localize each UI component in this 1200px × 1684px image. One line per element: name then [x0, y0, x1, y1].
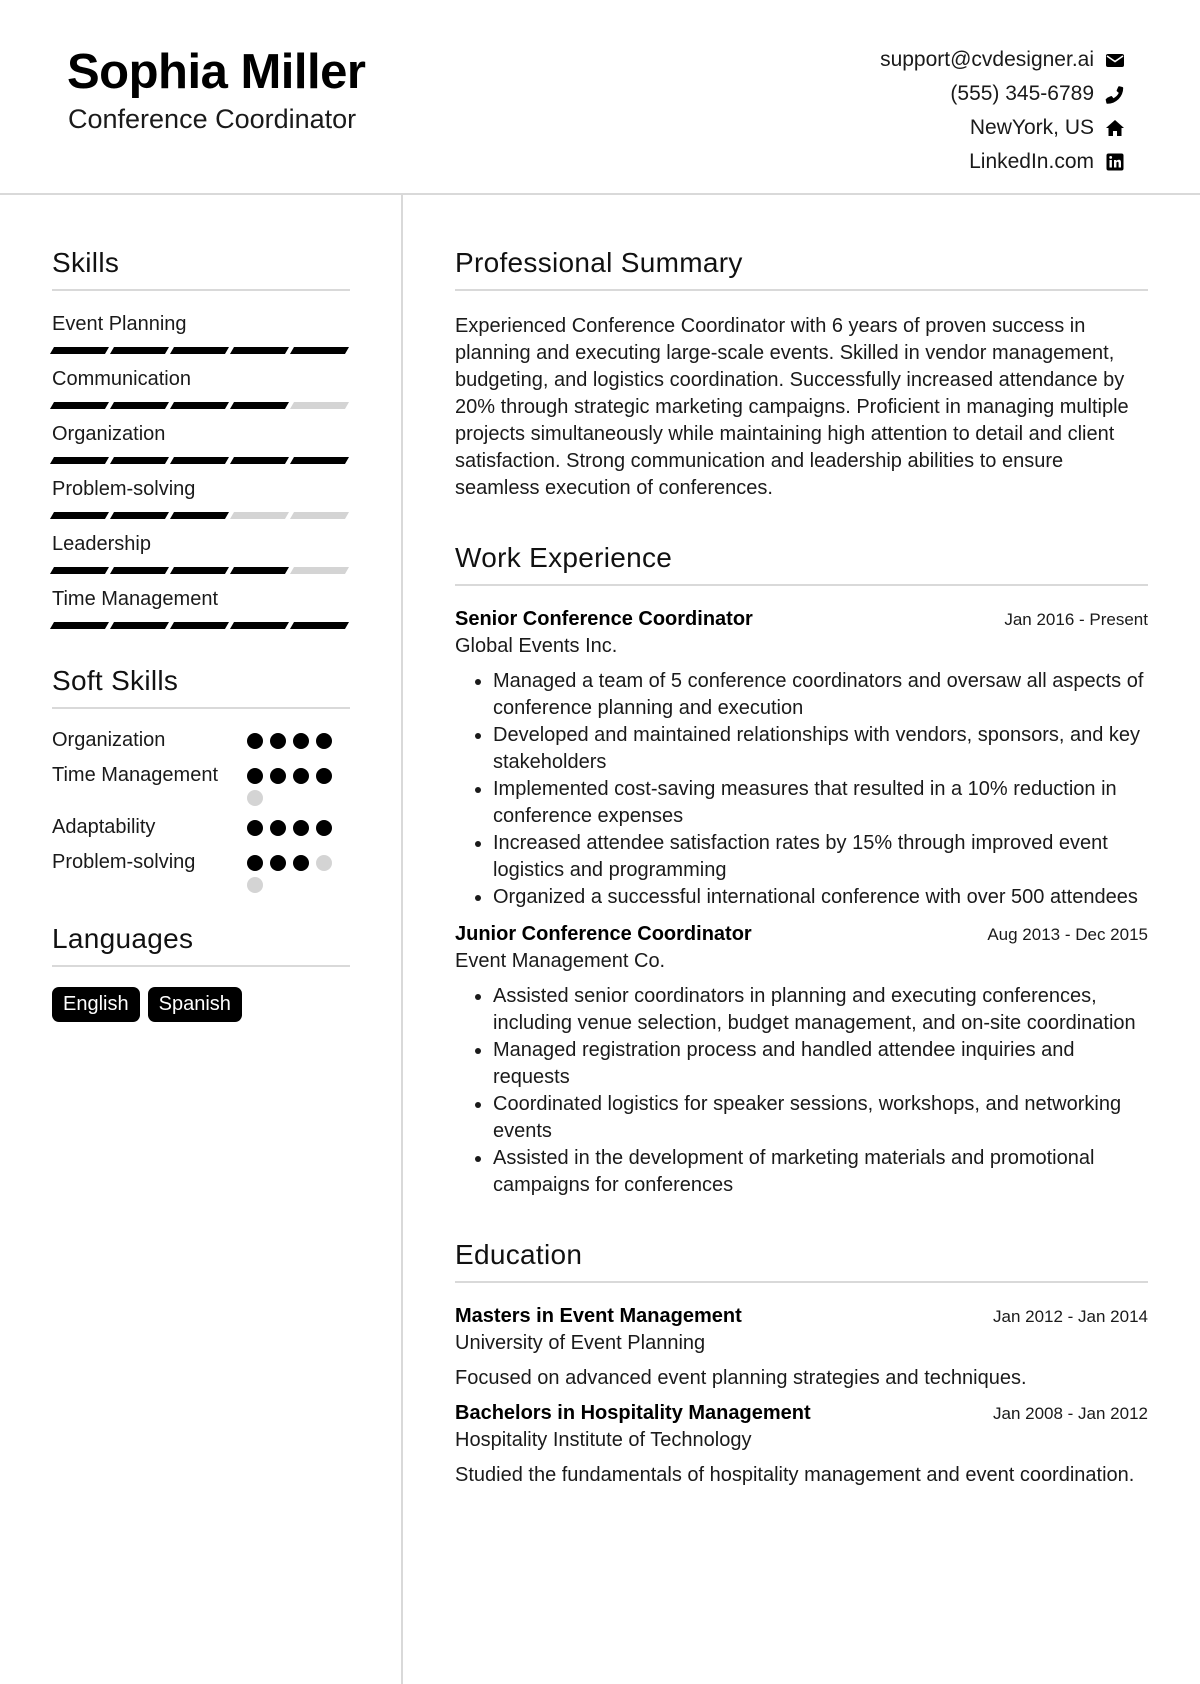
skill-level-segment	[290, 402, 349, 409]
contact-list	[880, 43, 1126, 179]
job-header	[455, 923, 1148, 946]
job-bullets	[455, 983, 1148, 1199]
job-role: Junior Conference Coordinator	[455, 923, 752, 945]
soft-skill-name: Organization	[52, 729, 166, 751]
skill-level-segment	[230, 512, 289, 519]
skill-level-segment	[170, 402, 229, 409]
soft-skills-heading: Soft Skills	[52, 665, 350, 709]
skill-level-segment	[230, 402, 289, 409]
rating-dot	[316, 733, 332, 749]
rating-dot	[247, 790, 263, 806]
skill-name: Time Management	[52, 588, 218, 610]
contact-linkedin-text[interactable]: LinkedIn.com	[969, 150, 1094, 173]
job-bullet: • Developed and maintained relationships with vendors, sponsors, and key stakeholders	[493, 722, 1148, 776]
skill-level-bar	[52, 457, 350, 464]
skill-level-segment	[170, 622, 229, 629]
skill-level-segment	[170, 457, 229, 464]
skills-heading: Skills	[52, 247, 350, 291]
skill-name: Communication	[52, 368, 191, 390]
rating-dot	[270, 820, 286, 836]
education-school: Hospitality Institute of Technology	[455, 1429, 752, 1451]
soft-skill-item	[52, 849, 350, 893]
skill-level-segment	[110, 622, 169, 629]
education-description: Studied the fundamentals of hospitality management and event coordination.	[455, 1464, 1135, 1486]
skill-level-segment	[50, 347, 109, 354]
skill-level-segment	[290, 457, 349, 464]
soft-skill-name: Adaptability	[52, 816, 156, 838]
job-company: Event Management Co.	[455, 950, 666, 972]
skill-level-bar	[52, 402, 350, 409]
jobs-list	[455, 608, 1148, 1199]
summary-text: Experienced Conference Coordinator with 6 years of proven success in planning and executing large-scale events. Skilled in vendor management, budgeting, and logistics coordination. Successfully increased attendance by 20% through strategic marketing campaigns. Proficient in managing multiple projects simultaneously while maintaining high attention to detail and client satisfaction. Strong communication and leadership abilities to ensure seamless execution of conferences.	[455, 315, 1129, 499]
skill-level-segment	[230, 567, 289, 574]
job-company: Global Events Inc.	[455, 635, 618, 657]
skill-level-segment	[110, 512, 169, 519]
skill-item	[52, 533, 350, 574]
skill-level-segment	[290, 567, 349, 574]
job-entry	[455, 608, 1148, 911]
education-header	[455, 1305, 1148, 1328]
rating-dot	[316, 820, 332, 836]
rating-dot	[293, 820, 309, 836]
skill-name: Problem-solving	[52, 478, 196, 500]
skill-name: Event Planning	[52, 313, 187, 335]
education-degree: Masters in Event Management	[455, 1305, 742, 1327]
rating-dot	[293, 855, 309, 871]
education-list	[455, 1305, 1148, 1489]
skill-level-segment	[50, 512, 109, 519]
job-bullet: • Managed a team of 5 conference coordinators and oversaw all aspects of conference planning and execution	[493, 668, 1148, 722]
skill-item	[52, 588, 350, 629]
skill-level-bar	[52, 347, 350, 354]
summary-section	[455, 247, 1148, 502]
skill-name: Leadership	[52, 533, 151, 555]
candidate-name: Sophia Miller	[67, 45, 366, 99]
language-badge: English	[52, 987, 140, 1022]
job-bullet: • Implemented cost-saving measures that resulted in a 10% reduction in conference expenses	[493, 776, 1148, 830]
contact-phone[interactable]	[880, 77, 1126, 111]
skill-level-segment	[290, 512, 349, 519]
home-icon	[1104, 117, 1126, 139]
soft-skill-rating	[247, 849, 337, 893]
rating-dot	[293, 768, 309, 784]
skills-section	[52, 247, 350, 629]
sidebar-column	[52, 195, 350, 1022]
education-dates: Jan 2008 - Jan 2012	[992, 1404, 1148, 1423]
skill-level-bar	[52, 622, 350, 629]
skill-name: Organization	[52, 423, 166, 445]
language-badge: Spanish	[148, 987, 242, 1022]
skill-level-segment	[110, 567, 169, 574]
skill-item	[52, 423, 350, 464]
skill-level-segment	[170, 567, 229, 574]
skill-level-segment	[110, 347, 169, 354]
job-bullet: • Increased attendee satisfaction rates by 15% through improved event logistics and programming	[493, 830, 1148, 884]
candidate-title: Conference Coordinator	[68, 104, 357, 134]
job-dates: Jan 2016 - Present	[1004, 610, 1148, 629]
education-entry	[455, 1305, 1148, 1392]
rating-dot	[247, 820, 263, 836]
resume-header	[0, 0, 1200, 195]
soft-skill-item	[52, 727, 350, 754]
skill-level-segment	[50, 622, 109, 629]
soft-skill-item	[52, 814, 350, 841]
skill-level-segment	[110, 402, 169, 409]
envelope-icon	[1104, 49, 1126, 71]
soft-skill-name: Time Management	[52, 764, 218, 786]
work-experience-section	[455, 542, 1148, 1199]
education-description: Focused on advanced event planning strategies and techniques.	[455, 1367, 1027, 1389]
contact-email[interactable]	[880, 43, 1126, 77]
summary-heading: Professional Summary	[455, 247, 1148, 291]
contact-phone-text[interactable]: (555) 345-6789	[950, 82, 1094, 105]
soft-skill-rating	[247, 762, 337, 806]
rating-dot	[247, 768, 263, 784]
job-role: Senior Conference Coordinator	[455, 608, 753, 630]
skill-level-segment	[290, 347, 349, 354]
education-header	[455, 1402, 1148, 1425]
job-bullet: • Assisted senior coordinators in planning and executing conferences, including venue selection, budget management, and on-site coordination	[493, 983, 1148, 1037]
skill-level-segment	[170, 512, 229, 519]
rating-dot	[270, 768, 286, 784]
skill-level-segment	[230, 622, 289, 629]
skill-level-bar	[52, 512, 350, 519]
skill-level-segment	[50, 567, 109, 574]
contact-linkedin[interactable]	[880, 145, 1126, 179]
education-heading: Education	[455, 1239, 1148, 1283]
rating-dot	[316, 855, 332, 871]
skill-level-bar	[52, 567, 350, 574]
skill-item	[52, 368, 350, 409]
skill-level-segment	[110, 457, 169, 464]
column-divider	[401, 195, 403, 1684]
job-entry	[455, 923, 1148, 1199]
job-header	[455, 608, 1148, 631]
linkedin-icon	[1104, 151, 1126, 173]
soft-skill-item	[52, 762, 350, 806]
rating-dot	[293, 733, 309, 749]
education-entry	[455, 1402, 1148, 1489]
soft-skill-rating	[247, 814, 337, 836]
job-dates: Aug 2013 - Dec 2015	[987, 925, 1148, 944]
rating-dot	[247, 855, 263, 871]
soft-skill-name: Problem-solving	[52, 851, 196, 873]
phone-icon	[1104, 83, 1126, 105]
skill-level-segment	[50, 457, 109, 464]
skill-item	[52, 313, 350, 354]
work-experience-heading: Work Experience	[455, 542, 1148, 586]
skill-level-segment	[50, 402, 109, 409]
skill-level-segment	[290, 622, 349, 629]
education-degree: Bachelors in Hospitality Management	[455, 1402, 811, 1424]
skill-item	[52, 478, 350, 519]
languages-heading: Languages	[52, 923, 350, 967]
rating-dot	[247, 877, 263, 893]
languages-section	[52, 923, 350, 1022]
job-bullet: • Assisted in the development of marketing materials and promotional campaigns for conferences	[493, 1145, 1148, 1199]
education-school: University of Event Planning	[455, 1332, 706, 1354]
contact-email-text[interactable]: support@cvdesigner.ai	[880, 48, 1094, 71]
job-bullets	[455, 668, 1148, 911]
skill-level-segment	[230, 347, 289, 354]
soft-skills-section	[52, 665, 350, 893]
skills-list	[52, 313, 350, 629]
job-bullet: • Managed registration process and handled attendee inquiries and requests	[493, 1037, 1148, 1091]
job-bullet: • Organized a successful international conference with over 500 attendees	[493, 884, 1148, 911]
education-section	[455, 1239, 1148, 1489]
rating-dot	[270, 855, 286, 871]
skill-level-segment	[170, 347, 229, 354]
skill-level-segment	[230, 457, 289, 464]
contact-location	[880, 111, 1126, 145]
rating-dot	[316, 768, 332, 784]
contact-location-text: NewYork, US	[969, 116, 1094, 139]
rating-dot	[270, 733, 286, 749]
soft-skill-rating	[247, 727, 337, 749]
job-bullet: • Coordinated logistics for speaker sessions, workshops, and networking events	[493, 1091, 1148, 1145]
main-column	[455, 195, 1148, 1489]
rating-dot	[247, 733, 263, 749]
soft-skills-list	[52, 727, 350, 893]
education-dates: Jan 2012 - Jan 2014	[992, 1307, 1148, 1326]
languages-list	[52, 987, 350, 1022]
